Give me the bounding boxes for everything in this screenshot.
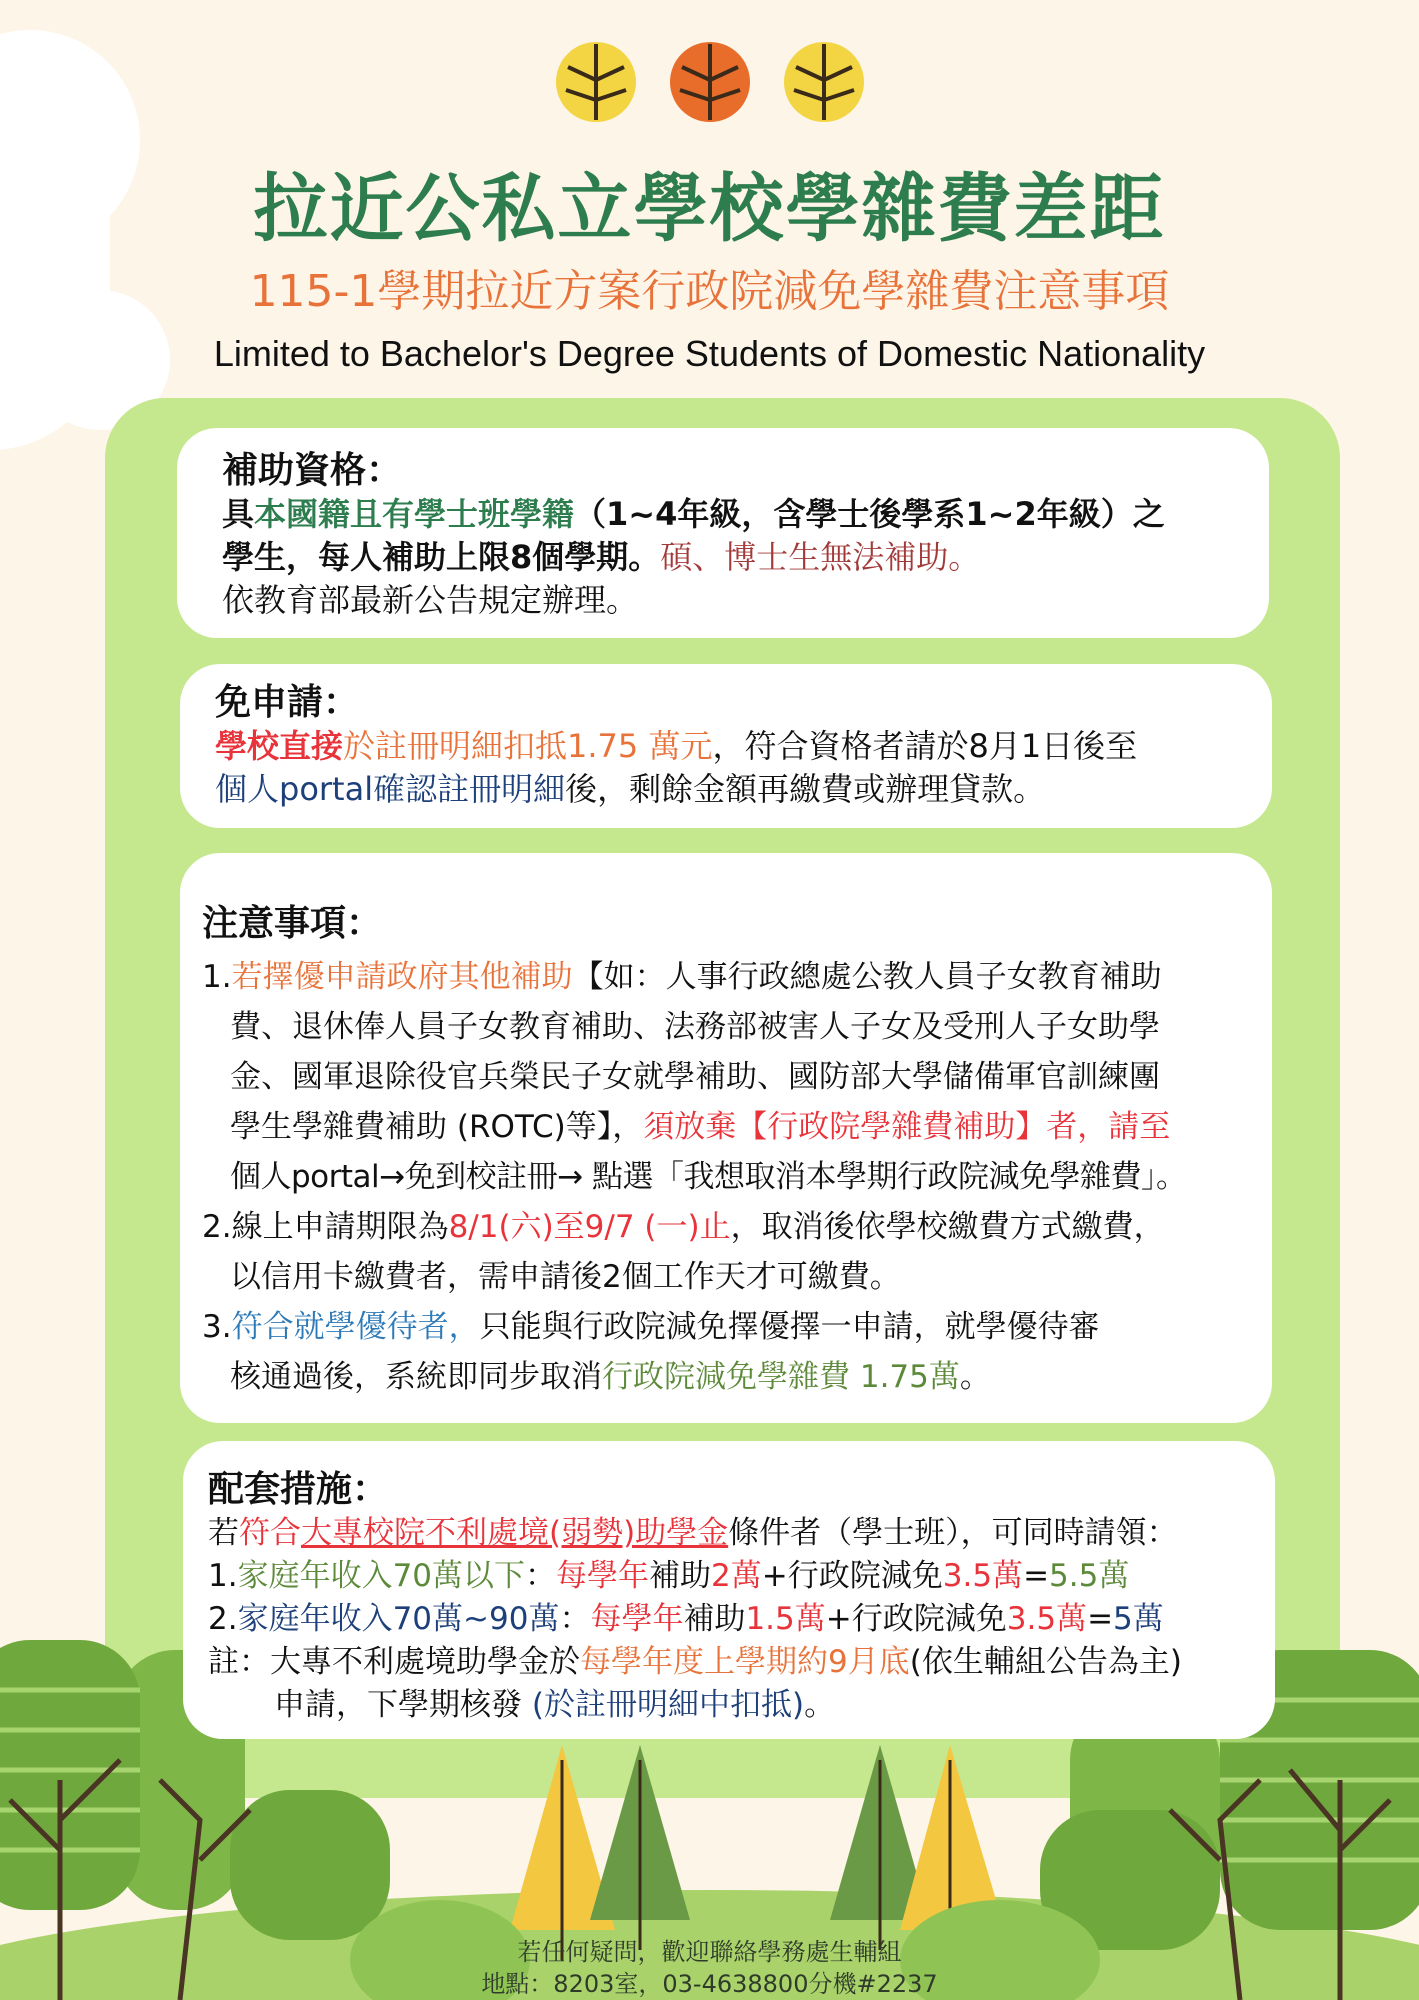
eligibility-line: 學生，每人補助上限8個學期。碩、博士生無法補助。 xyxy=(222,538,981,576)
eligibility-card xyxy=(177,428,1269,638)
note-line: 3.符合就學優待者，只能與行政院減免擇優擇一申請，就學優待審 xyxy=(202,1309,1100,1345)
note-line: 2.線上申請期限為8/1(六)至9/7 (一)止，取消後依學校繳費方式繳費， xyxy=(202,1209,1165,1245)
note-line: 學生學雜費補助 (ROTC)等】，須放棄【行政院學雜費補助】者，請至 xyxy=(230,1109,1171,1145)
measures-line: 若符合大專校院不利處境(弱勢)助學金條件者（學士班），可同時請領： xyxy=(208,1515,1178,1551)
notes-heading: 注意事項： xyxy=(202,903,383,944)
note-line: 費、退休俸人員子女教育補助、法務部被害人子女及受刑人子女助學 xyxy=(230,1009,1160,1045)
note-line: 金、國軍退除役官兵榮民子女就學補助、國防部大學儲備軍官訓練團 xyxy=(230,1059,1160,1095)
note-line: 1.若擇優申請政府其他補助【如：人事行政總處公教人員子女教育補助 xyxy=(202,959,1162,995)
measures-line: 1.家庭年收入70萬以下：每學年補助2萬+行政院減免3.5萬=5.5萬 xyxy=(208,1558,1130,1594)
no-application-line: 學校直接於註冊明細扣抵1.75 萬元，符合資格者請於8月1日後至 xyxy=(215,727,1138,765)
no-application-card xyxy=(180,664,1272,828)
note-line: 核通過後，系統即同步取消行政院減免學雜費 1.75萬。 xyxy=(230,1359,991,1395)
no-application-line: 個人portal確認註冊明細後，剩餘金額再繳費或辦理貸款。 xyxy=(215,770,1046,808)
footer-contact: 若任何疑問，歡迎聯絡學務處生輔組 xyxy=(517,1938,902,1966)
note-line: 以信用卡繳費者，需申請後2個工作天才可繳費。 xyxy=(230,1259,901,1295)
note-line: 個人portal→免到校註冊→ 點選「我想取消本學期行政院減免學雜費」。 xyxy=(230,1159,1187,1195)
page-subtitle: 115-1學期拉近方案行政院減免學雜費注意事項 xyxy=(249,266,1170,317)
footer-location: 地點：8203室，03-4638800分機#2237 xyxy=(481,1970,938,1998)
measures-line: 註：大專不利處境助學金於每學年度上學期約9月底(依生輔組公告為主) xyxy=(208,1644,1182,1680)
no-application-heading: 免申請： xyxy=(215,682,360,723)
measures-heading: 配套措施： xyxy=(208,1469,389,1510)
measures-line: 申請，下學期核發 (於註冊明細中扣抵)。 xyxy=(274,1687,836,1723)
page-title: 拉近公私立學校學雜費差距 xyxy=(253,166,1166,252)
leaf-circle-icons xyxy=(556,42,864,122)
english-note: Limited to Bachelor's Degree Students of Domestic Nationality xyxy=(213,333,1206,374)
measures-line: 2.家庭年收入70萬~90萬：每學年補助1.5萬+行政院減免3.5萬=5萬 xyxy=(208,1601,1164,1637)
eligibility-heading: 補助資格： xyxy=(222,450,403,491)
eligibility-line: 依教育部最新公告規定辦理。 xyxy=(222,581,639,619)
measures-card xyxy=(183,1441,1275,1739)
notes-card xyxy=(180,853,1272,1423)
eligibility-line: 具本國籍且有學士班學籍（1~4年級，含學士後學系1~2年級）之 xyxy=(222,495,1165,533)
